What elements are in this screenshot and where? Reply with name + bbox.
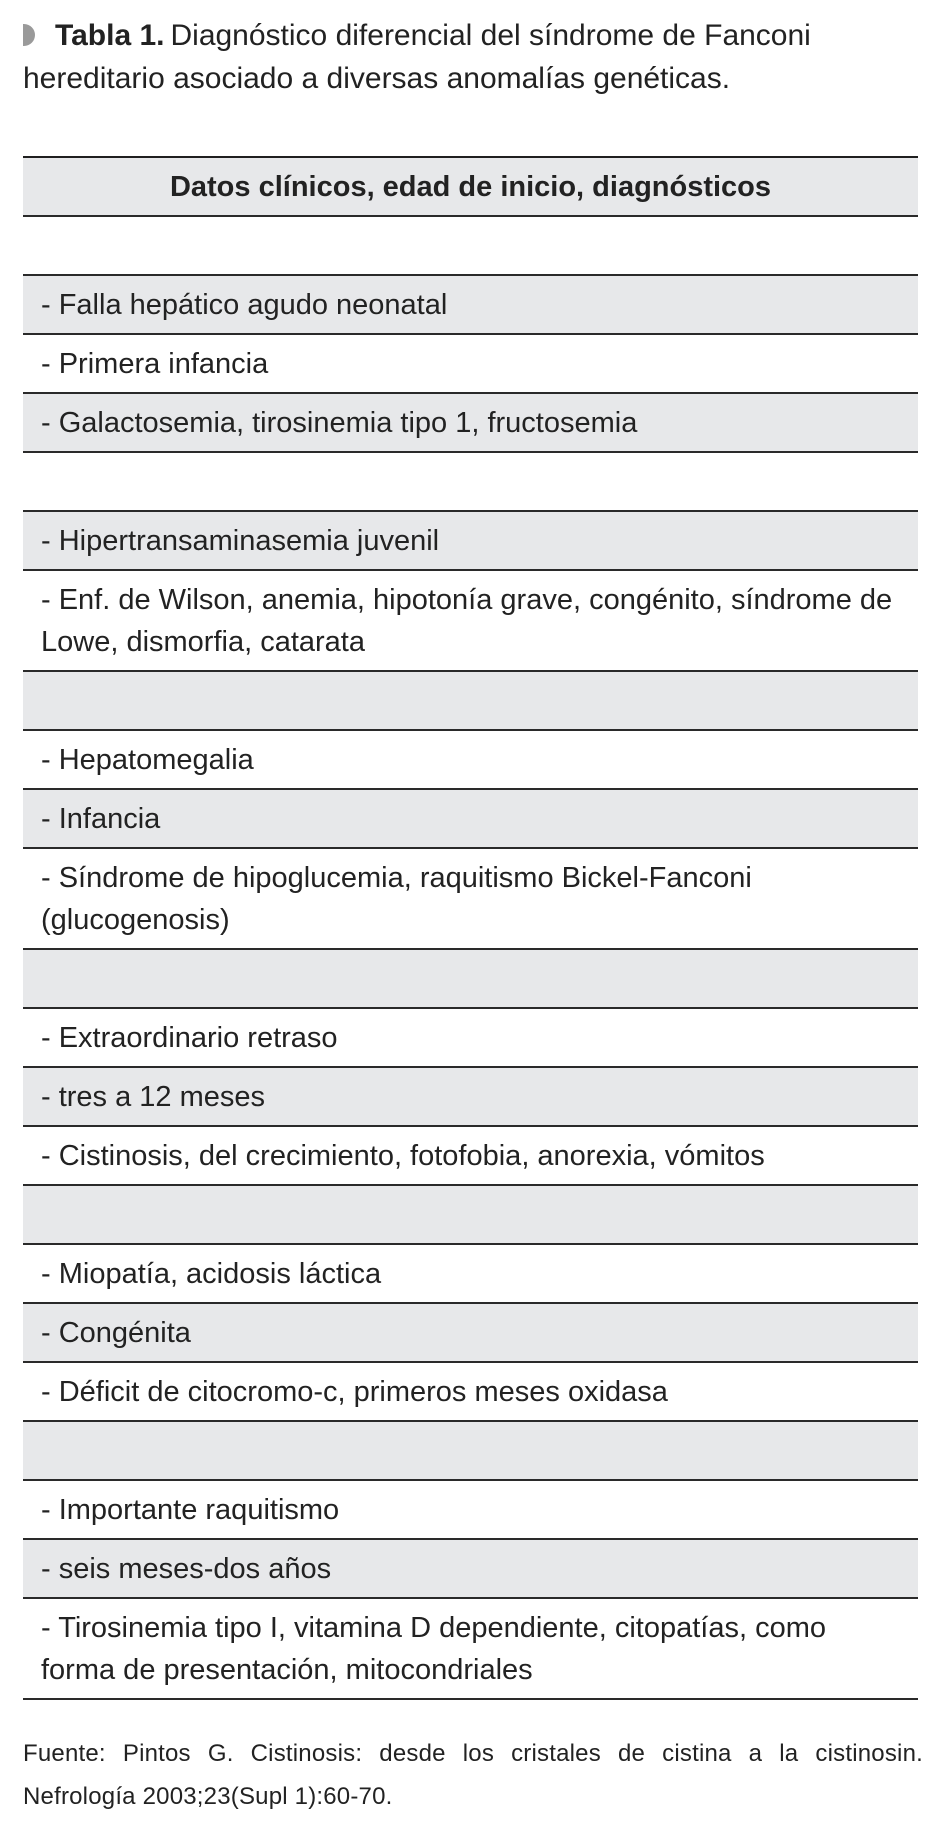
table-row: - Extraordinario retraso (23, 1009, 918, 1068)
table-row: - Primera infancia (23, 335, 918, 394)
table-row: - Importante raquitismo (23, 1481, 918, 1540)
table-row: - Falla hepático agudo neonatal (23, 276, 918, 335)
table-row-spacer (23, 1422, 918, 1481)
table-row: - Síndrome de hipoglucemia, raquitismo Bickel-Fanconi (glucogenosis) (23, 849, 918, 950)
caption-title: Tabla 1. (55, 19, 165, 52)
caption-bullet-icon (23, 24, 35, 46)
caption-text: Diagnóstico diferencial del síndrome de Fanconi hereditario asociado a diversas anomalías genéticas. (23, 19, 811, 95)
table-row: - Hepatomegalia (23, 731, 918, 790)
table-row-spacer (23, 950, 918, 1009)
table-row: - Hipertransaminasemia juvenil (23, 512, 918, 571)
source-footnote: Fuente: Pintos G. Cistinosis: desde los cristales de cistina a la cistinosin. Nefrología 2003;23(Supl 1):60-70. (23, 1740, 923, 1810)
table-row: - tres a 12 meses (23, 1068, 918, 1127)
table-header: Datos clínicos, edad de inicio, diagnósticos (23, 158, 918, 217)
table-row: - Congénita (23, 1304, 918, 1363)
table-row: - Cistinosis, del crecimiento, fotofobia, anorexia, vómitos (23, 1127, 918, 1186)
table-row: - seis meses-dos años (23, 1540, 918, 1599)
table-row-spacer (23, 453, 918, 512)
table-row-spacer (23, 1186, 918, 1245)
table-caption (23, 14, 923, 100)
differential-diagnosis-table (23, 156, 918, 1700)
table-row-spacer (23, 672, 918, 731)
table-row: - Déficit de citocromo-c, primeros meses oxidasa (23, 1363, 918, 1422)
table-row-spacer (23, 217, 918, 276)
table-row: - Enf. de Wilson, anemia, hipotonía grave, congénito, síndrome de Lowe, dismorfia, catarata (23, 571, 918, 672)
table-row: - Tirosinemia tipo I, vitamina D dependiente, citopatías, como forma de presentación, mitocondriales (23, 1599, 918, 1700)
table-row: - Galactosemia, tirosinemia tipo 1, fructosemia (23, 394, 918, 453)
table-row: - Miopatía, acidosis láctica (23, 1245, 918, 1304)
table-row: - Infancia (23, 790, 918, 849)
